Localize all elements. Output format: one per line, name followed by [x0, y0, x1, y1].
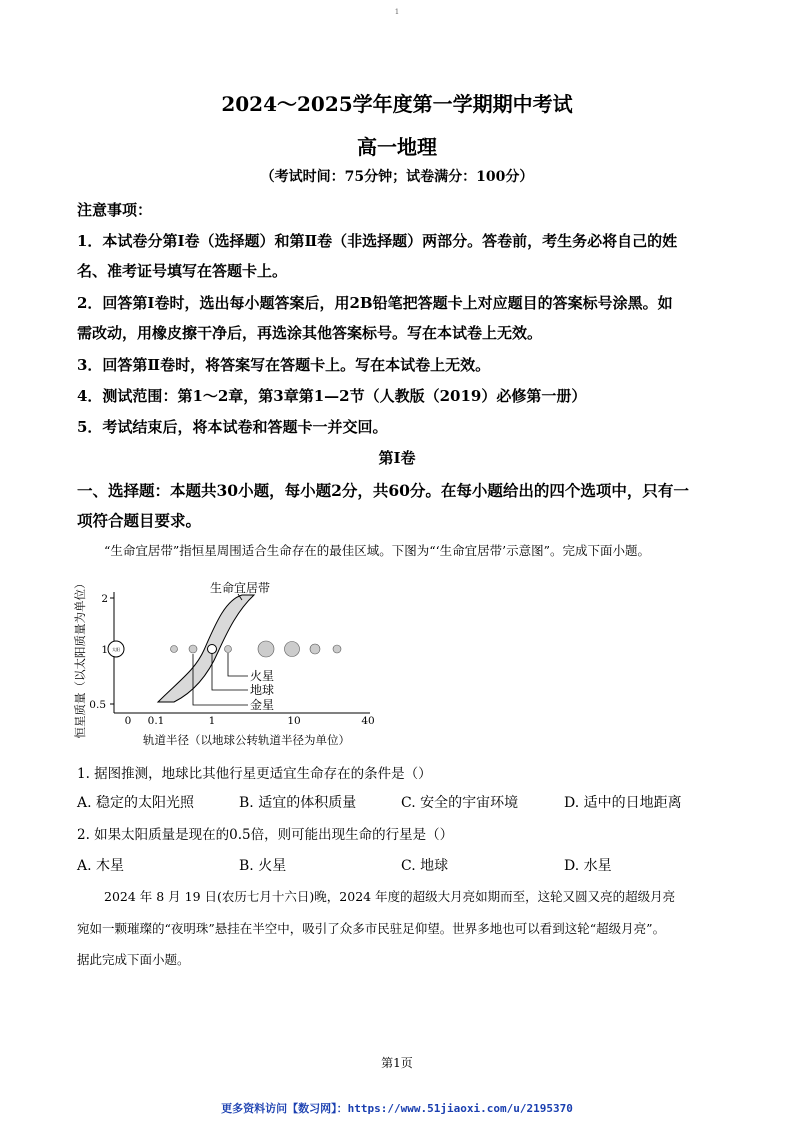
section-title: 第Ⅰ卷: [378, 449, 416, 467]
note-item-1-line-1: 1．本试卷分第Ⅰ卷（选择题）和第Ⅱ卷（非选择题）两部分。答卷前，考生务必将自己的姓: [77, 232, 678, 250]
note-item-5: 5．考试结束后，将本试卷和答题卡一并交回。: [77, 418, 388, 436]
x-tick-0: 0: [124, 715, 132, 727]
note-item-4: 4．测试范围：第1～2章，第3章第1—2节（人教版（2019）必修第一册）: [77, 387, 587, 405]
note-item-1-line-2: 名、准考证号填写在答题卡上。: [77, 262, 288, 280]
x-tick-10: 10: [287, 715, 301, 727]
y-axis-label: 恒星质量（以太阳质量为单位）: [73, 577, 87, 739]
x-axis-label: 轨道半径（以地球公转轨道半径为单位）: [143, 733, 350, 747]
question-2-stem: 2. 如果太阳质量是现在的0.5倍，则可能出现生命的行星是（）: [77, 827, 454, 843]
x-tick-1: 1: [208, 715, 216, 727]
q1-option-b: B. 适宜的体积质量: [239, 795, 357, 811]
q1-option-c: C. 安全的宇宙环境: [401, 795, 519, 811]
mars-marker: [225, 646, 232, 653]
y-tick-1: 1: [101, 644, 108, 656]
saturn-marker: [285, 642, 300, 657]
question-1-stem: 1. 据图推测，地球比其他行星更适宜生命存在的条件是（）: [77, 766, 432, 782]
part1-line-1: 一、选择题：本题共30小题，每小题2分，共60分。在每小题给出的四个选项中，只有一: [77, 481, 689, 500]
note-item-3: 3．回答第Ⅱ卷时，将答案写在答题卡上。写在本试卷上无效。: [77, 356, 491, 374]
jupiter-marker: [258, 641, 274, 657]
earth-marker: [208, 645, 217, 654]
exam-info: （考试时间：75分钟；试卷满分：100分）: [260, 169, 534, 185]
habitable-zone-figure: [70, 570, 400, 750]
passage-2-line-2: 宛如一颗璀璨的“夜明珠”悬挂在半空中，吸引了众多市民驻足仰望。世界多地也可以看到这轮“超级月亮”。: [77, 921, 666, 936]
footer-link[interactable]: 更多资料访问【数习网】：https://www.51jiaoxi.com/u/2195370: [221, 1102, 573, 1115]
uranus-marker: [310, 644, 320, 654]
q1-option-a: A. 稳定的太阳光照: [77, 795, 195, 811]
passage-2-line-1: 2024 年 8 月 19 日(农历七月十六日)晚，2024 年度的超级大月亮如期而至，这轮又圆又亮的超级月亮: [104, 889, 676, 904]
note-item-2-line-2: 需改动，用橡皮擦干净后，再选涂其他答案标号。写在本试卷上无效。: [77, 324, 543, 342]
exam-title: 2024～2025学年度第一学期期中考试: [221, 92, 573, 116]
x-tick-01: 0.1: [147, 715, 165, 727]
sun-label: 太阳: [112, 647, 120, 652]
part1-line-2: 项符合题目要求。: [77, 511, 202, 530]
mars-label: 火星: [250, 669, 275, 683]
q2-option-d: D. 水星: [564, 858, 612, 874]
intro-text: “生命宜居带”指恒星周围适合生命存在的最佳区域。下图为“‘生命宜居带’示意图”。完成下面小题。: [104, 543, 651, 558]
subject-title: 高一地理: [357, 135, 437, 159]
y-tick-2: 2: [101, 593, 108, 605]
q2-option-c: C. 地球: [401, 858, 449, 874]
venus-marker: [189, 645, 197, 653]
band-label: 生命宜居带: [210, 581, 271, 595]
note-item-2-line-1: 2．回答第Ⅰ卷时，选出每小题答案后，用2B铅笔把答题卡上对应题目的答案标号涂黑。如: [77, 294, 673, 312]
notes-heading: 注意事项：: [77, 201, 153, 219]
y-tick-05: 0.5: [89, 699, 106, 711]
earth-label: 地球: [250, 683, 275, 697]
passage-2-line-3: 据此完成下面小题。: [77, 952, 190, 967]
mercury-marker: [171, 646, 178, 653]
q2-option-b: B. 火星: [239, 858, 287, 874]
x-tick-40: 40: [361, 715, 375, 727]
neptune-marker: [333, 645, 341, 653]
q1-option-d: D. 适中的日地距离: [564, 795, 682, 811]
header-mark: 1: [394, 8, 400, 16]
venus-label: 金星: [250, 698, 275, 712]
q2-option-a: A. 木星: [77, 858, 125, 874]
page-number: 第1页: [381, 1056, 413, 1070]
